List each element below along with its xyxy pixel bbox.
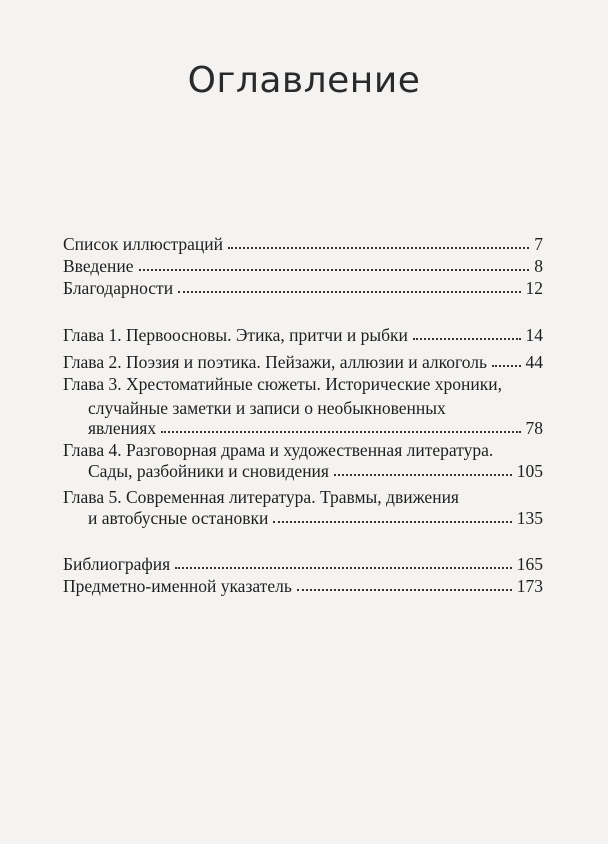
dot-leader [175, 567, 512, 569]
toc-entry-label: и автобусные остановки [88, 507, 269, 528]
toc-entry-label: Глава 1. Первоосновы. Этика, притчи и рыбки [63, 324, 408, 345]
dot-leader [139, 269, 530, 271]
toc-page-number: 7 [534, 233, 543, 254]
page-title: Оглавление [187, 60, 421, 101]
dot-leader [413, 338, 521, 340]
dot-leader [273, 521, 511, 523]
toc-page-number: 165 [516, 553, 543, 574]
dot-leader [178, 291, 520, 293]
toc-entry-chapter-3-line-1[interactable]: Глава 3. Хрестоматийные сюжеты. Исторические хроники, [63, 374, 502, 394]
toc-entry-label: Предметно-именной указатель [63, 575, 292, 596]
toc-page-number: 78 [525, 417, 543, 438]
dot-leader [334, 474, 512, 476]
toc-page-number: 173 [516, 575, 543, 596]
dot-leader [492, 365, 520, 367]
dot-leader [297, 589, 512, 591]
toc-page-number: 12 [525, 277, 543, 298]
toc-entry-label: Глава 2. Поэзия и поэтика. Пейзажи, аллюзии и алкоголь [63, 351, 488, 372]
toc-entry-chapter-5-line-1[interactable]: Глава 5. Современная литература. Травмы, движения [63, 487, 459, 507]
toc-entry-label: Введение [63, 255, 134, 276]
toc-entry-chapter-4-line-1[interactable]: Глава 4. Разговорная драма и художественная литература. [63, 440, 494, 460]
toc-page-number: 14 [525, 324, 543, 345]
toc-entry-illustrations[interactable] [63, 229, 543, 253]
toc-entry-label: Сады, разбойники и сновидения [88, 460, 329, 481]
toc-page-number: 8 [534, 255, 543, 276]
toc-entry-label: Библиография [63, 553, 171, 574]
toc-entry-label: Список иллюстраций [63, 233, 223, 254]
toc-entry-acknowledgements[interactable] [63, 273, 543, 297]
toc-entry-bibliography[interactable] [63, 549, 543, 573]
dot-leader [228, 247, 529, 249]
toc-entry-label: Благодарности [63, 277, 174, 298]
toc-page-number: 105 [516, 460, 543, 481]
toc-entry-chapter-1[interactable] [63, 320, 543, 344]
toc-page-number: 44 [525, 351, 543, 372]
toc-page-number: 135 [516, 507, 543, 528]
toc-entry-chapter-2[interactable] [63, 347, 543, 371]
toc-entry-index[interactable] [63, 571, 543, 595]
toc-entry-introduction[interactable] [63, 251, 543, 275]
toc-entry-chapter-3[interactable] [88, 413, 543, 437]
dot-leader [161, 431, 520, 433]
toc-entry-chapter-4[interactable] [88, 456, 543, 480]
toc-entry-label: явлениях [88, 417, 157, 438]
toc-entry-chapter-5[interactable] [88, 503, 543, 527]
toc-entry-chapter-3-line-2[interactable]: случайные заметки и записи о необыкновенных [88, 398, 446, 418]
